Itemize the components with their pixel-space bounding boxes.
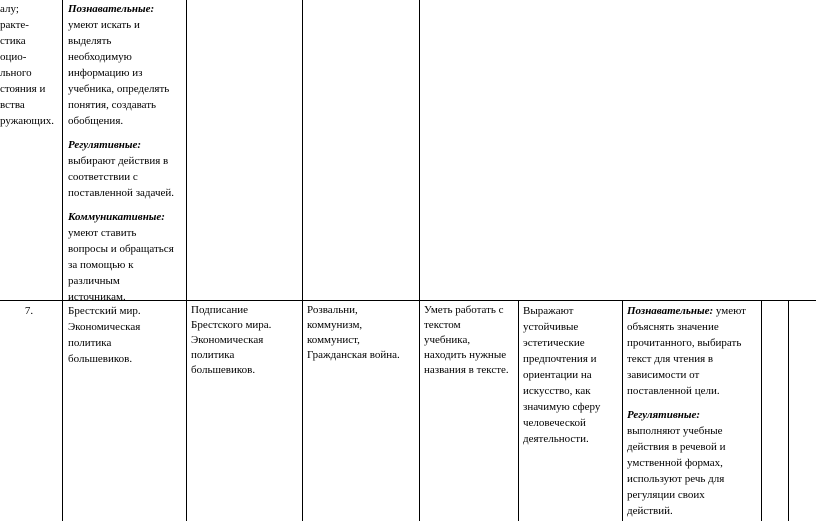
topic-line: Экономическая <box>68 321 141 333</box>
personal-results <box>523 303 619 447</box>
uud-line: обобщения. <box>68 115 124 127</box>
uud-line: за помощью к <box>68 259 134 271</box>
top-col1-line: вства <box>0 99 25 111</box>
skill-line: учебника, <box>424 334 471 346</box>
row-number: 7. <box>24 305 34 317</box>
grid-line-v5 <box>518 300 519 521</box>
skill-line: находить нужные <box>424 349 507 361</box>
uud-line: соответствии с <box>68 171 138 183</box>
personal-line: устойчивые <box>523 321 579 333</box>
content-line: Экономическая <box>191 334 264 346</box>
top-col1-line: ракте- <box>0 19 29 31</box>
lesson-content <box>191 303 299 378</box>
personal-line: искусство, как <box>523 385 591 397</box>
content-line: политика <box>191 349 235 361</box>
grid-line-v4 <box>419 0 420 521</box>
uud-line: выполняют учебные <box>627 425 723 437</box>
concept-line: Гражданская война. <box>307 349 400 361</box>
concept-line: коммунизм, <box>307 319 363 331</box>
topic-line: большевиков. <box>68 353 133 365</box>
skill-line: Уметь работать с <box>424 304 504 316</box>
grid-line-v6 <box>622 300 623 521</box>
top-col1-line: стика <box>0 35 26 47</box>
personal-line: предпочтения и <box>523 353 597 365</box>
uud-line: объяснять значение <box>627 321 719 333</box>
skill-line: названия в тексте. <box>424 364 509 376</box>
grid-line-v2 <box>186 0 187 521</box>
uud-line: действий. <box>627 505 673 517</box>
communicative-heading: Коммуникативные: <box>68 211 165 223</box>
top-col1-line: льного <box>0 67 32 79</box>
uud-line: умеют искать и <box>68 19 140 31</box>
top-row-col1 <box>0 1 58 129</box>
top-col1-line: стояния и <box>0 83 46 95</box>
grid-line-v8 <box>788 300 789 521</box>
topic-line: политика <box>68 337 112 349</box>
key-concepts <box>307 303 417 363</box>
uud-line: поставленной цели. <box>627 385 720 397</box>
uud-line: прочитанного, выбирать <box>627 337 742 349</box>
grid-line-v7 <box>761 300 762 521</box>
uud-line: выделять <box>68 35 112 47</box>
topic-line: Брестский мир. <box>68 305 141 317</box>
grid-line-v3 <box>302 0 303 521</box>
cognitive-heading: Познавательные: <box>68 3 155 15</box>
skill-line: текстом <box>424 319 461 331</box>
concept-line: коммунист, <box>307 334 360 346</box>
uud-line: действия в речевой и <box>627 441 726 453</box>
uud-line: необходимую <box>68 51 132 63</box>
subject-skills <box>424 303 516 378</box>
uud-line: вопросы и обращаться <box>68 243 174 255</box>
personal-line: деятельности. <box>523 433 589 445</box>
uud-line: информацию из <box>68 67 143 79</box>
uud-line: умеют ставить <box>68 227 137 239</box>
uud-line: различным <box>68 275 120 287</box>
uud-line: текст для чтения в <box>627 353 714 365</box>
content-line: Брестского мира. <box>191 319 272 331</box>
uud-line: источникам. <box>68 291 126 303</box>
uud-line: понятия, создавать <box>68 99 157 111</box>
uud-line: используют речь для <box>627 473 725 485</box>
uud-line: умственной формах, <box>627 457 723 469</box>
personal-line: Выражают <box>523 305 574 317</box>
grid-line-v1 <box>62 0 63 521</box>
personal-line: эстетические <box>523 337 585 349</box>
uud-line: выбирают действия в <box>68 155 169 167</box>
regulatory-heading: Регулятивные: <box>627 409 701 421</box>
uud-line: зависимости от <box>627 369 700 381</box>
uud-line: поставленной задачей. <box>68 187 175 199</box>
content-line: большевиков. <box>191 364 256 376</box>
cognitive-heading: Познавательные: <box>627 305 714 317</box>
top-col1-line: ружающих. <box>0 115 55 127</box>
uud-line: регуляции своих <box>627 489 705 501</box>
uud-line: учебника, определять <box>68 83 170 95</box>
personal-line: человеческой <box>523 417 586 429</box>
personal-line: значимую сферу <box>523 401 601 413</box>
regulatory-heading: Регулятивные: <box>68 139 142 151</box>
top-col1-line: оцио- <box>0 51 27 63</box>
top-col1-line: алу; <box>0 3 19 15</box>
content-line: Подписание <box>191 304 249 316</box>
concept-line: Розвальни, <box>307 304 358 316</box>
lesson-topic <box>68 303 182 367</box>
uud-line: умеют <box>713 305 746 317</box>
top-row-uud <box>68 1 182 305</box>
row7-uud <box>627 303 757 519</box>
personal-line: ориентации на <box>523 369 592 381</box>
